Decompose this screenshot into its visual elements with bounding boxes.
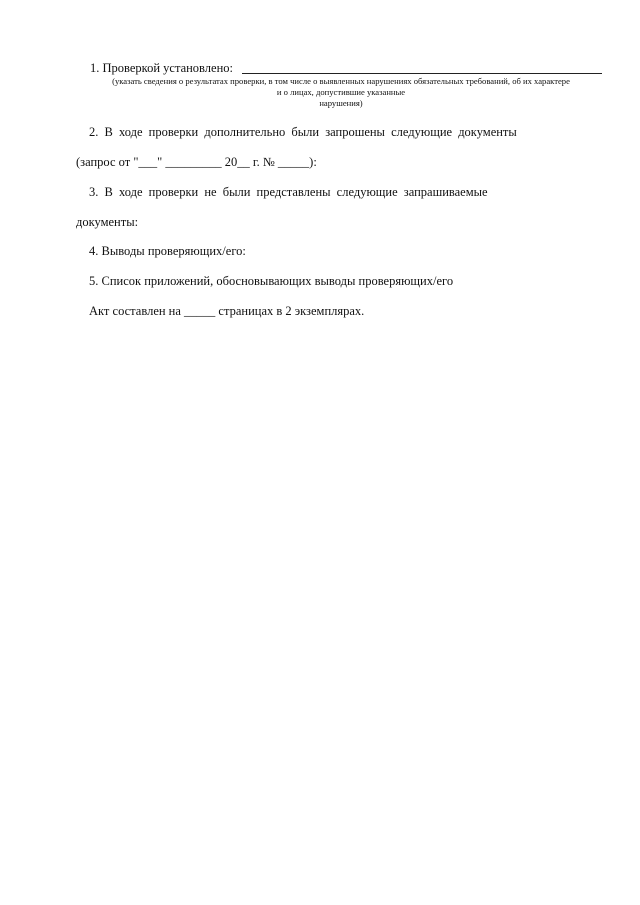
item-1-hint-line-2: и о лицах, допустившие указанные	[276, 87, 406, 97]
item-1-hint-line-1: (указать сведения о результатах проверки, в том числе о выявленных нарушениях обязательных требований, об их характере	[112, 76, 570, 86]
item-4-text: 4. Выводы проверяющих/его:	[89, 244, 246, 258]
item-5-text: 5. Список приложений, обосновывающих выводы проверяющих/его	[89, 274, 454, 288]
closing-statement: Акт составлен на _____ страницах в 2 экземплярах.	[89, 304, 365, 318]
item-1-fill-line	[242, 73, 602, 74]
item-2-request-line: (запрос от "___" _________ 20__ г. № _____):	[76, 155, 317, 169]
item-3-continuation: документы:	[76, 215, 139, 229]
item-1-label: 1. Проверкой установлено:	[90, 61, 233, 75]
item-1-hint-line-3: нарушения)	[319, 98, 363, 108]
item-3-text: 3. В ходе проверки не были представлены следующие запрашиваемые	[89, 185, 488, 199]
item-2-text: 2. В ходе проверки дополнительно были запрошены следующие документы	[89, 125, 517, 139]
